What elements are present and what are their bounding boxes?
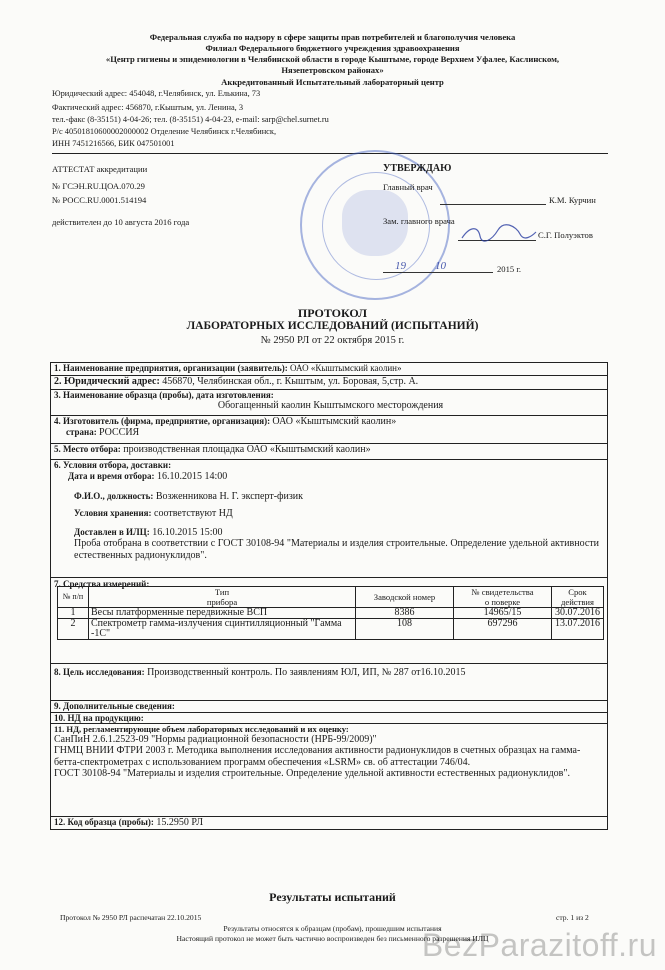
field-label: 9. Дополнительные сведения: — [54, 701, 175, 711]
cell-type: Весы платформенные передвижные ВСП — [89, 608, 356, 619]
instruments-table — [57, 586, 604, 640]
field-purpose — [51, 664, 607, 701]
col-term-line1: Срок — [568, 587, 587, 597]
approve-day: 19 — [395, 260, 406, 272]
field-nd-regulation — [51, 724, 607, 817]
nd-sanpin: СанПиН 2.6.1.2523-09 "Нормы радиационной безопасности (НРБ-99/2009)" — [54, 734, 377, 745]
col-number: № п/п — [58, 587, 89, 608]
cell-number: 1 — [58, 608, 89, 619]
field-label: 2. Юридический адрес: — [54, 376, 160, 387]
branch-name: Филиал Федерального бюджетного учреждения здравоохранения — [205, 43, 460, 53]
field-value: ОАО «Кыштымский каолин» — [272, 416, 397, 427]
field-sampling-place — [51, 444, 607, 460]
delivered-value: 16.10.2015 15:00 — [152, 527, 223, 538]
sampling-date-value: 16.10.2015 14:00 — [156, 471, 228, 482]
nd-gost: ГОСТ 30108-94 "Материалы и изделия строительные. Определение удельной активности естественных радионуклидов". — [54, 767, 570, 779]
field-label: 8. Цель исследования: — [54, 667, 145, 677]
footer-page: стр. 1 из 2 — [556, 913, 589, 922]
fio-value: Возженникова Н. Г. эксперт-физик — [155, 491, 304, 502]
deputy-label: Зам. главного врача — [383, 216, 455, 226]
country-value: РОССИЯ — [98, 427, 140, 438]
storage-label: Условия хранения: — [74, 508, 152, 518]
chief-label: Главный врач — [383, 182, 433, 192]
accreditation-number-2: № РОСС.RU.0001.514194 — [52, 195, 147, 205]
approve-month: 10 — [435, 260, 446, 272]
field-label: 3. Наименование образца (пробы), дата изготовления: — [54, 390, 274, 400]
header-divider — [52, 153, 608, 154]
watermark: BezParazitoff.ru — [421, 927, 657, 963]
nd-method: ГНМЦ ВНИИ ФТРИ 2003 г. Методика выполнения исследования активности радионуклидов в счетных образцах на гамма-бетта-спектрометрах с использованием программ обеспечения «LSRM» св. об аттестации 746/04. — [54, 745, 581, 768]
col-serial: Заводской номер — [356, 587, 454, 608]
storage-value: соответствуют НД — [154, 508, 233, 519]
actual-address: Фактический адрес: 456870, г.Кыштым, ул. Ленина, 3 — [52, 103, 244, 112]
footer-note-2: Настоящий протокол не может быть частично воспроизведен без письменного разрешения ИЛЦ — [176, 934, 489, 943]
protocol-number: № 2950 РЛ от 22 октября 2015 г. — [260, 335, 405, 346]
date-line — [383, 272, 493, 273]
center-name-cont: Нязепетровском районах» — [281, 65, 384, 75]
col-term-line2: действия — [561, 597, 594, 607]
field-label: 10. НД на продукцию: — [54, 713, 144, 723]
field-sample-code — [51, 817, 607, 829]
results-title: Результаты испытаний — [269, 890, 396, 904]
field-label: 4. Изготовитель (фирма, предприятие, организация): — [54, 416, 271, 426]
inn-bik: ИНН 7451216566, БИК 047501001 — [52, 139, 175, 148]
chief-signature-line — [440, 204, 546, 205]
deputy-name: С.Г. Полуэктов — [538, 230, 593, 240]
col-cert-line1: № свидетельства — [471, 587, 534, 597]
field-label: 1. Наименование предприятия, организации (заявитель): — [54, 363, 288, 373]
cell-serial: 8386 — [356, 608, 454, 619]
cell-serial: 108 — [356, 619, 454, 640]
field-label: 7. Средства измерений: — [54, 579, 150, 589]
sampling-date-label: Дата и время отбора: — [68, 471, 155, 481]
table-row — [58, 608, 604, 619]
col-cert-line2: о поверке — [484, 597, 521, 607]
field-conditions — [51, 460, 607, 578]
col-type-line1: Тип — [214, 587, 230, 597]
accreditation-number-1: № ГСЭН.RU.ЦОА.070.29 — [52, 181, 145, 191]
accreditation-title: АТТЕСТАТ аккредитации — [52, 164, 148, 174]
phone-email: тел.-факс (8-35151) 4-04-26; тел. (8-35151) 4-04-23, e-mail: sarp@chel.surnet.ru — [52, 115, 329, 124]
col-certificate — [454, 587, 552, 608]
footer-note-1: Результаты относятся к образцам (пробам), прошедшим испытания — [223, 924, 442, 933]
col-type-line2: прибора — [206, 597, 238, 607]
approve-title: УТВЕРЖДАЮ — [383, 163, 452, 174]
field-sample — [51, 390, 607, 416]
fio-label: Ф.И.О., должность: — [74, 491, 154, 501]
field-value: 15.2950 РЛ — [156, 817, 203, 828]
agency-name: Федеральная служба по надзору в сфере защиты прав потребителей и благополучия человека — [149, 32, 516, 42]
lab-center-name: Аккредитованный Испытательный лабораторный центр — [221, 77, 444, 87]
field-value: производственная площадка ОАО «Кыштымский каолин» — [123, 444, 371, 455]
accreditation-validity: действителен до 10 августа 2016 года — [52, 217, 190, 227]
col-type — [89, 587, 356, 608]
center-name: «Центр гигиены и эпидемиологии в Челябинской области в городе Кыштыме, городе Верхнем Уфалее, Каслинском, — [105, 54, 560, 64]
protocol-subtitle: ЛАБОРАТОРНЫХ ИССЛЕДОВАНИЙ (ИСПЫТАНИЙ) — [186, 320, 479, 332]
cell-type: Спектрометр гамма-излучения сцинтилляционный "Гамма -1С" — [89, 619, 356, 640]
field-label: 11. НД, регламентирующие объем лабораторных исследований и их оценку: — [54, 724, 349, 734]
approve-year: 2015 г. — [497, 264, 522, 274]
country-label: страна: — [66, 427, 97, 437]
cell-term: 13.07.2016 — [552, 619, 604, 640]
field-label: 6. Условия отбора, доставки: — [54, 460, 172, 470]
field-nd-product — [51, 713, 607, 724]
table-header-row — [58, 587, 604, 608]
delivered-label: Доставлен в ИЛЦ: — [74, 527, 150, 537]
field-value: Обогащенный каолин Кыштымского месторождения — [217, 400, 444, 411]
bank-account: Р/с 40501810600002000002 Отделение Челябинск г.Челябинск, — [52, 127, 277, 136]
field-value: Производственный контроль. По заявлениям ЮЛ, ИП, № 287 от16.10.2015 — [147, 667, 466, 678]
field-applicant — [51, 363, 607, 376]
sampling-note: Проба отобрана в соответствии с ГОСТ 30108-94 "Материалы и изделия строительные. Определение удельной активности естественных радионуклидов". — [74, 538, 599, 561]
protocol-title: ПРОТОКОЛ — [297, 306, 368, 320]
field-manufacturer — [51, 416, 607, 444]
table-row — [58, 619, 604, 640]
field-value: 456870, Челябинская обл., г. Кыштым, ул. Боровая, 5,стр. А. — [162, 376, 419, 387]
field-legal-address — [51, 376, 607, 390]
field-label: 12. Код образца (пробы): — [54, 817, 154, 827]
chief-name: К.М. Курчин — [549, 195, 596, 205]
field-value: ОАО «Кыштымский каолин» — [289, 363, 402, 373]
footer-printed: Протокол № 2950 РЛ распечатан 22.10.2015 — [60, 913, 202, 922]
cell-number: 2 — [58, 619, 89, 640]
field-additional — [51, 701, 607, 713]
cell-certificate: 14965/15 — [454, 608, 552, 619]
col-term — [552, 587, 604, 608]
cell-certificate: 697296 — [454, 619, 552, 640]
cell-term: 30.07.2016 — [552, 608, 604, 619]
field-label: 5. Место отбора: — [54, 444, 121, 454]
legal-address: Юридический адрес: 454048, г.Челябинск, ул. Елькина, 73 — [52, 89, 261, 98]
deputy-signature — [458, 222, 538, 244]
